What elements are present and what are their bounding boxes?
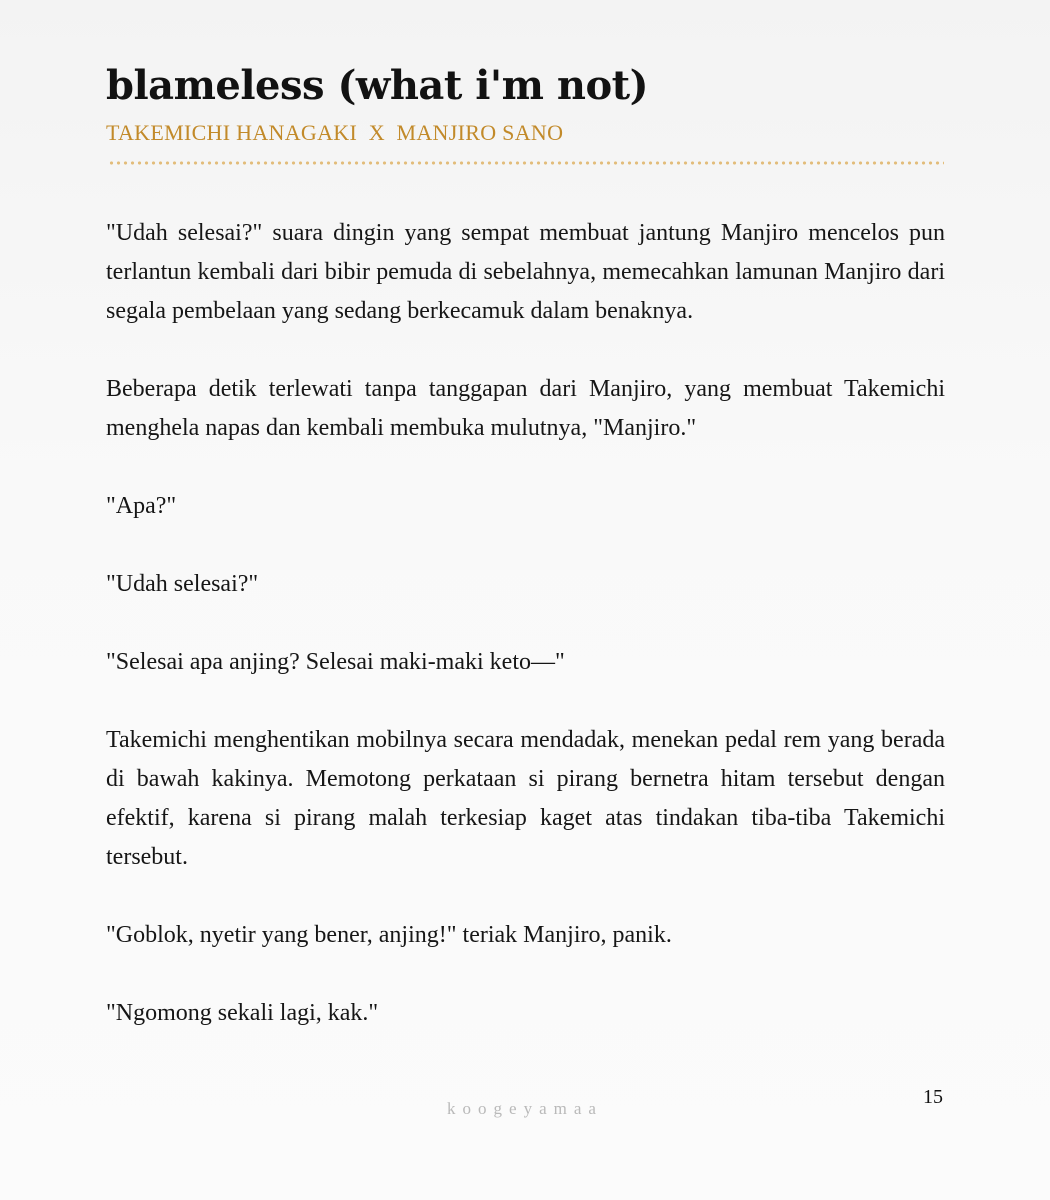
- dotted-divider: [108, 160, 944, 166]
- story-title: blameless (what i'm not): [106, 62, 649, 109]
- paragraph: "Udah selesai?" suara dingin yang sempat membuat jantung Manjiro mencelos pun terlantun kembali dari bibir pemuda di sebelahnya, memecahkan lamunan Manjiro dari segala pembelaan yang sedang berkecamuk dalam benaknya.: [106, 220, 945, 324]
- paragraph: "Udah selesai?": [106, 571, 259, 597]
- story-body: [106, 214, 945, 1072]
- paragraph: Beberapa detik terlewati tanpa tanggapan dari Manjiro, yang membuat Takemichi menghela napas dan kembali membuka mulutnya, "Manjiro.": [106, 376, 945, 441]
- paragraph: "Goblok, nyetir yang bener, anjing!" teriak Manjiro, panik.: [106, 922, 672, 948]
- paragraph: "Apa?": [106, 493, 177, 519]
- paragraph: Takemichi menghentikan mobilnya secara mendadak, menekan pedal rem yang berada di bawah kakinya. Memotong perkataan si pirang bernetra hitam tersebut dengan efektif, karena si pirang malah terkesiap kaget atas tindakan tiba-tiba Takemichi tersebut.: [106, 727, 945, 870]
- author-watermark: koogeyamaa: [447, 1099, 603, 1118]
- paragraph: "Selesai apa anjing? Selesai maki-maki keto—": [106, 649, 565, 675]
- story-subtitle-pairing: TAKEMICHI HANAGAKI X MANJIRO SANO: [106, 120, 564, 145]
- page-number: 15: [923, 1086, 943, 1108]
- paragraph: "Ngomong sekali lagi, kak.": [106, 1000, 379, 1026]
